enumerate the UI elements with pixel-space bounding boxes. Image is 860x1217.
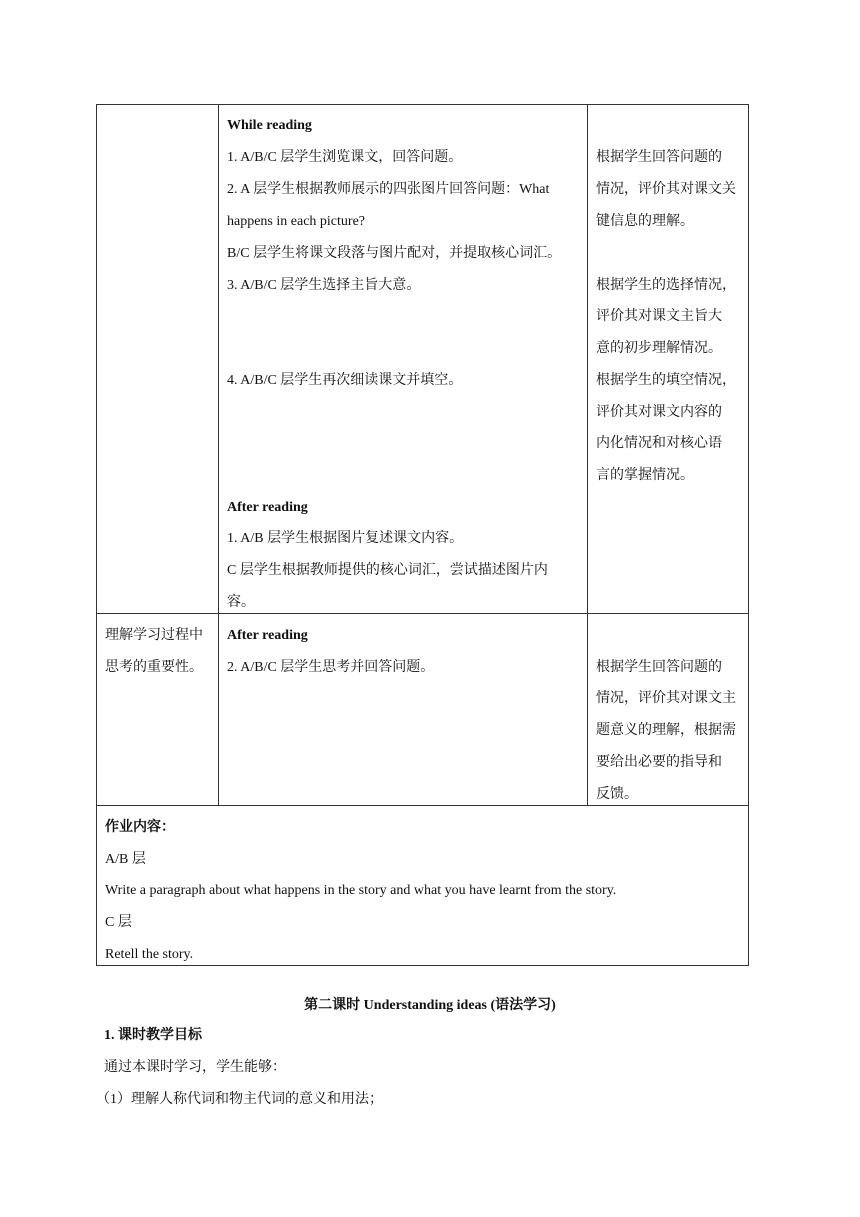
homework-task: Retell the story. — [105, 947, 194, 962]
activity-line: 2. A/B/C 层学生思考并回答问题。 — [227, 660, 435, 675]
section-heading: 第二课时 Understanding ideas (语法学习) — [304, 998, 556, 1013]
objective-item: （1）理解人称代词和物主代词的意义和用法； — [96, 1092, 383, 1107]
assessment-line: 根据学生的填空情况， — [596, 373, 736, 388]
assessment-line: 评价其对课文内容的 — [596, 405, 722, 420]
homework-cell — [97, 806, 749, 966]
activity-line: 4. A/B/C 层学生再次细读课文并填空。 — [227, 373, 463, 388]
activity-line: happens in each picture? — [227, 214, 365, 229]
activity-line: 1. A/B/C 层学生浏览课文，回答问题。 — [227, 150, 463, 165]
activity-line: B/C 层学生将课文段落与图片配对，并提取核心词汇。 — [227, 246, 562, 261]
assessment-line: 根据学生回答问题的 — [596, 660, 722, 675]
activity-line: C 层学生根据教师提供的核心词汇，尝试描述图片内 — [227, 563, 548, 578]
objective-line: 理解学习过程中 — [105, 628, 203, 643]
section-subheading: 1. 课时教学目标 — [104, 1028, 202, 1043]
homework-title: 作业内容： — [105, 820, 175, 835]
after-reading-heading: After reading — [227, 628, 308, 643]
activity-line: 1. A/B 层学生根据图片复述课文内容。 — [227, 531, 464, 546]
activity-cell — [219, 614, 588, 806]
assessment-line: 题意义的理解，根据需 — [596, 723, 736, 738]
objective-cell-empty — [97, 105, 219, 614]
activity-line: 2. A 层学生根据教师展示的四张图片回答问题：What — [227, 182, 550, 197]
assessment-line: 情况，评价其对课文关 — [596, 182, 736, 197]
assessment-line: 意的初步理解情况。 — [596, 341, 722, 356]
activity-line: 容。 — [227, 595, 255, 610]
assessment-line: 情况，评价其对课文主 — [596, 691, 736, 706]
assessment-line: 言的掌握情况。 — [596, 468, 694, 483]
objective-cell — [97, 614, 219, 806]
assessment-line: 根据学生的选择情况， — [596, 278, 736, 293]
assessment-line: 反馈。 — [596, 787, 638, 802]
activity-line: 3. A/B/C 层学生选择主旨大意。 — [227, 278, 421, 293]
assessment-line: 根据学生回答问题的 — [596, 150, 722, 165]
assessment-line: 键信息的理解。 — [596, 214, 694, 229]
homework-level-label: C 层 — [105, 915, 132, 930]
homework-level-label: A/B 层 — [105, 852, 146, 867]
table-row — [97, 614, 749, 806]
after-reading-heading: After reading — [227, 500, 308, 515]
assessment-cell — [588, 105, 749, 614]
homework-task: Write a paragraph about what happens in the story and what you have learnt from the story. — [105, 883, 617, 898]
assessment-cell — [588, 614, 749, 806]
assessment-line: 内化情况和对核心语 — [596, 436, 722, 451]
lesson-plan-table — [96, 104, 747, 966]
table-row — [97, 105, 749, 614]
objective-line: 思考的重要性。 — [105, 660, 203, 675]
section-intro: 通过本课时学习，学生能够： — [104, 1060, 286, 1075]
assessment-line: 评价其对课文主旨大 — [596, 309, 722, 324]
table-row — [97, 806, 749, 966]
while-reading-heading: While reading — [227, 118, 312, 133]
assessment-line: 要给出必要的指导和 — [596, 755, 722, 770]
activity-cell — [219, 105, 588, 614]
